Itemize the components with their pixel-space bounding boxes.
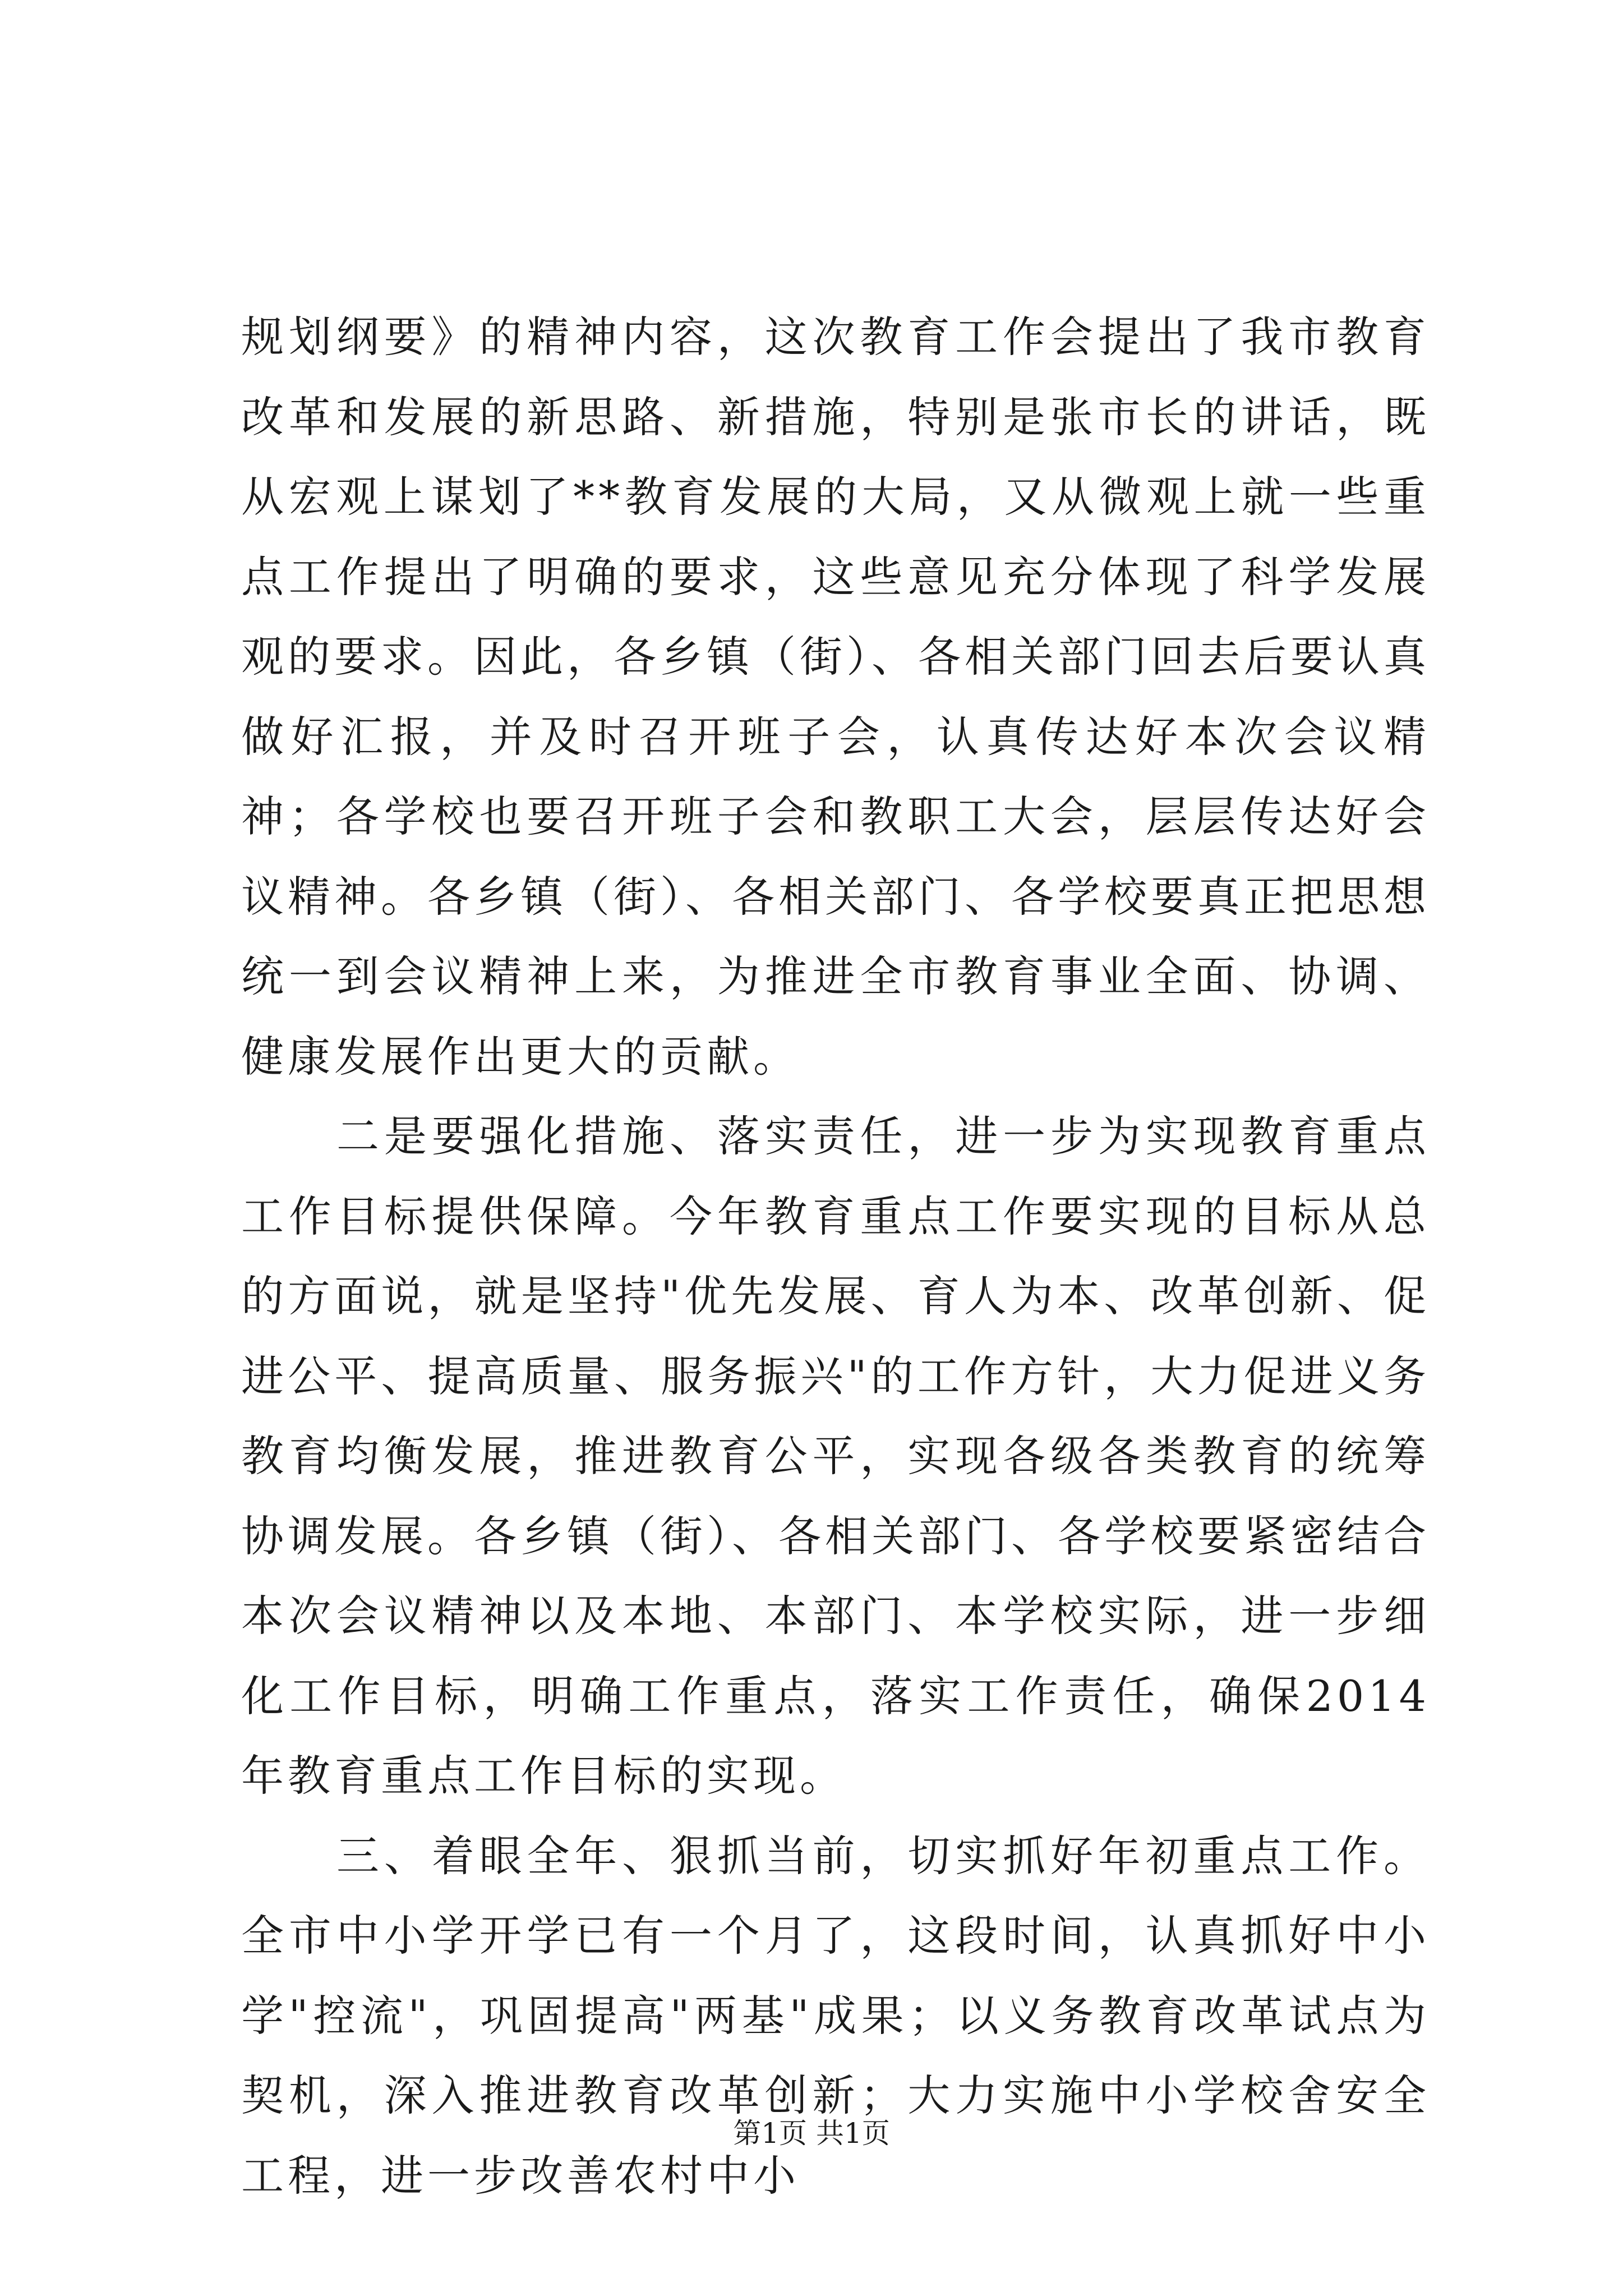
paragraph-2: 二是要强化措施、落实责任，进一步为实现教育重点工作目标提供保障。今年教育重点工作要实现的目标从总的方面说，就是坚持"优先发展、育人为本、改革创新、促进公平、提高质量、服务振兴"的工作方针，大力促进义务教育均衡发展，推进教育公平，实现各级各类教育的统筹协调发展。各乡镇（街）、各相关部门、各学校要紧密结合本次会议精神以及本地、本部门、本学校实际，进一步细化工作目标，明确工作重点，落实工作责任，确保2014年教育重点工作目标的实现。 — [241, 1111, 1430, 1801]
paragraph-1: 规划纲要》的精神内容，这次教育工作会提出了我市教育改革和发展的新思路、新措施，特别是张市长的讲话，既从宏观上谋划了**教育发展的大局，又从微观上就一些重点工作提出了明确的要求，这些意见充分体现了科学发展观的要求。因此，各乡镇（街）、各相关部门回去后要认真做好汇报，并及时召开班子会，认真传达好本次会议精神；各学校也要召开班子会和教职工大会，层层传达好会议精神。各乡镇（街）、各相关部门、各学校要真正把思想统一到会议精神上来，为推进全市教育事业全面、协调、健康发展作出更大的贡献。 — [241, 312, 1430, 1082]
page-footer — [0, 2114, 1623, 2153]
paragraph-3: 三、着眼全年、狠抓当前，切实抓好年初重点工作。全市中小学开学已有一个月了，这段时间，认真抓好中小学"控流"，巩固提高"两基"成果；以义务教育改革试点为契机，深入推进教育改革创新；大力实施中小学校舍安全工程，进一步改善农村中小 — [241, 1830, 1430, 2201]
page-number-label: 第1页 共1页 — [733, 2117, 890, 2150]
document-body — [241, 297, 1430, 2216]
